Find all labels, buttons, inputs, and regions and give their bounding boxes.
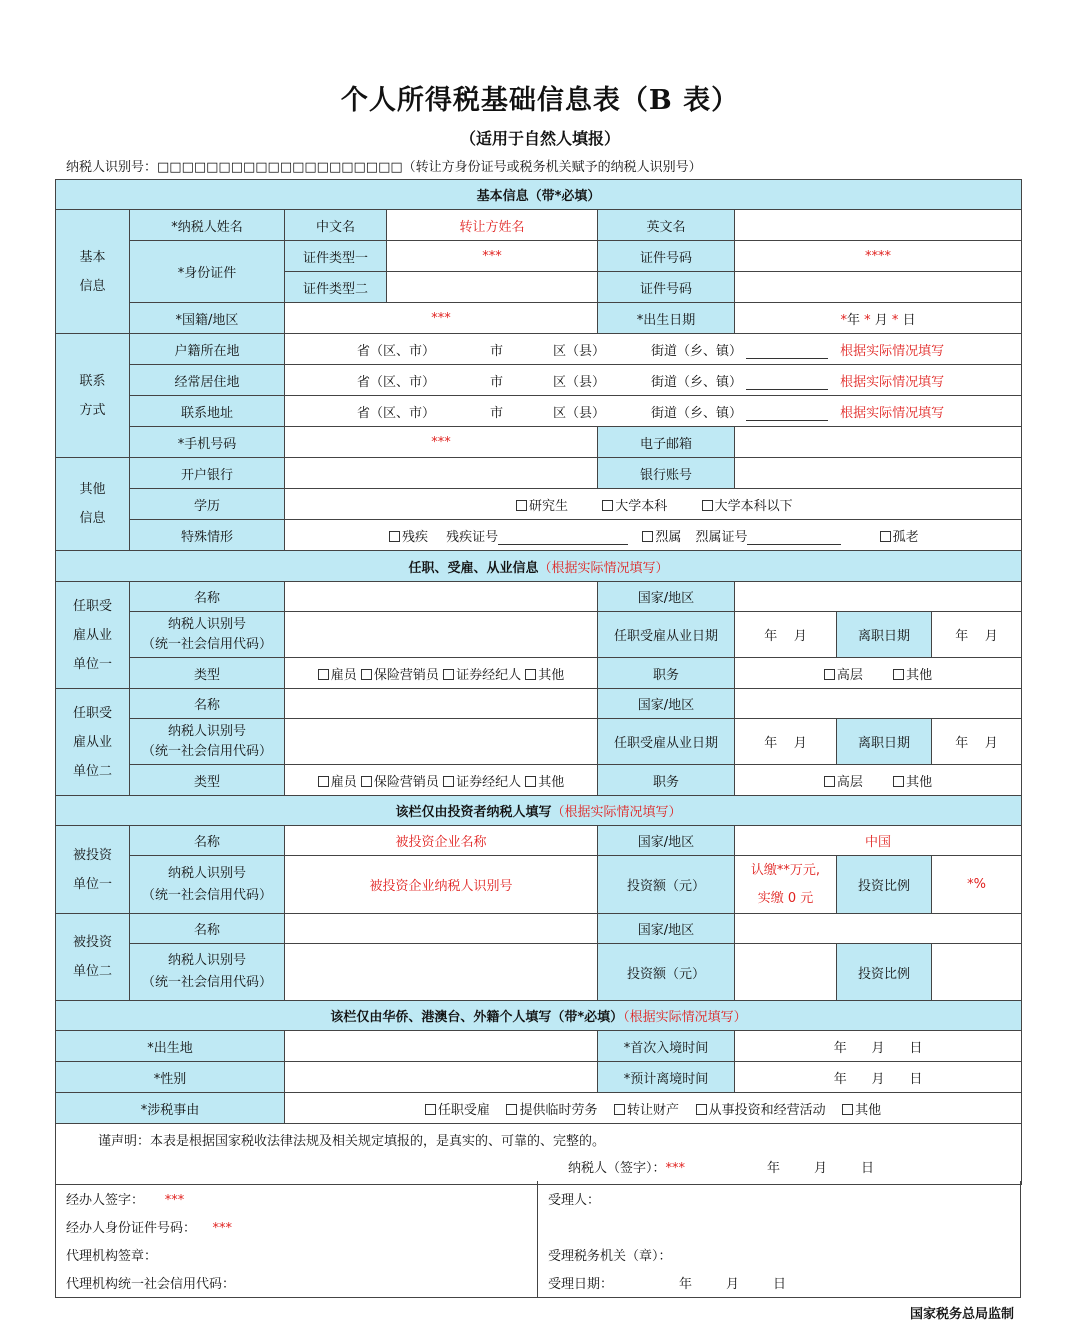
id-no2-label: 证件号码 (598, 272, 735, 303)
section-note: （根据实际情况填写） (538, 560, 669, 576)
tin-label (130, 856, 285, 914)
leave-date-field[interactable] (932, 612, 1022, 658)
checkbox-icon (525, 669, 536, 680)
id-type1-label: 证件类型一 (285, 241, 387, 272)
position-options (735, 658, 1022, 689)
tin-line2: （统一社会信用代码） (141, 887, 272, 903)
type-checkbox[interactable] (318, 775, 357, 790)
education-label: 学历 (130, 489, 285, 520)
type-checkbox[interactable] (525, 775, 564, 790)
acceptance-block (55, 1181, 1021, 1298)
addr-note: 根据实际情况填写 (840, 374, 945, 390)
addr-city: 市 (490, 374, 504, 390)
birth-star: * (864, 312, 871, 328)
employer-name-label: 名称 (130, 582, 285, 612)
form-subtitle: （适用于自然人填报） (459, 129, 620, 148)
tin-label (130, 612, 285, 658)
tin-line1: 纳税人识别号 (167, 616, 246, 632)
addr-note: 根据实际情况填写 (840, 405, 945, 421)
group-label: 任职受 雇从业 单位一 (72, 598, 112, 672)
agency-seal[interactable]: 代理机构签章： (66, 1249, 158, 1264)
first-entry-field[interactable] (735, 1031, 1022, 1062)
invest-ratio-value[interactable]: *% (932, 856, 1022, 914)
declaration-text: 谨声明：本表是根据国家税收法律法规及相关规定填报的，是真实的、可靠的、完整的。 (98, 1134, 606, 1149)
year-label: 年 (833, 1071, 847, 1087)
option-label: 雇员 (330, 667, 357, 683)
agent-id-number[interactable] (66, 1217, 232, 1236)
info-table (55, 179, 1022, 1185)
tin-field[interactable] (285, 612, 598, 658)
month-label: 月 (871, 1071, 885, 1087)
taxpayer-name-label: *纳税人姓名 (130, 210, 285, 241)
id-type1-value[interactable]: *** (387, 241, 598, 272)
invest-subscribed: 认缴**万元, (750, 862, 821, 878)
disabled-no-field[interactable] (498, 532, 628, 545)
option-label: 孤老 (892, 529, 919, 545)
checkbox-icon (318, 776, 329, 787)
month-label: 月 (984, 736, 998, 751)
id-type2-field[interactable] (387, 272, 598, 303)
type-options (285, 658, 598, 689)
emp-date-label: 任职受雇从业日期 (598, 719, 735, 765)
option-label: 转让财产 (627, 1102, 680, 1118)
addr-province: 省（区、市） (357, 405, 436, 421)
addr-city: 市 (490, 343, 504, 359)
email-field[interactable] (735, 427, 1022, 458)
tin-field[interactable] (285, 719, 598, 765)
investee-tin-value[interactable] (285, 944, 598, 1001)
checkbox-icon (389, 531, 400, 542)
checkbox-icon (824, 669, 835, 680)
reason-checkbox[interactable] (696, 1103, 826, 1118)
edu-checkbox[interactable] (516, 499, 568, 514)
reason-checkbox[interactable] (614, 1103, 679, 1118)
special-options (285, 520, 1022, 551)
checkbox-icon (602, 500, 613, 511)
footer-supervisor: 国家税务总局监制 (909, 1307, 1014, 1322)
checkbox-icon (642, 531, 653, 542)
account-label: 银行账号 (598, 458, 735, 489)
group-label: 联系 方式 (79, 373, 106, 418)
section-title: 任职、受雇、从业信息 (408, 560, 539, 576)
group-other-info (56, 458, 130, 551)
country-value[interactable] (735, 914, 1022, 944)
month-label: 月 (814, 1161, 828, 1176)
position-options (735, 765, 1022, 796)
reason-label: *涉税事由 (56, 1093, 285, 1124)
option-label: 任职受雇 (437, 1102, 490, 1118)
type-checkbox[interactable] (525, 668, 564, 683)
option-label: 烈属 (655, 529, 682, 545)
checkbox-icon (443, 669, 454, 680)
investee-name-label: 名称 (130, 914, 285, 944)
reason-checkbox[interactable] (425, 1103, 490, 1118)
option-label: 保险营销员 (373, 667, 439, 683)
type-checkbox[interactable] (361, 668, 439, 683)
elder-checkbox[interactable] (880, 530, 919, 545)
type-checkbox[interactable] (361, 775, 439, 790)
month-label: 月 (793, 736, 807, 751)
month-label: 月 (871, 1040, 885, 1056)
section-employment-header (56, 551, 1022, 582)
form-title: 个人所得税基础信息表（B 表） (340, 85, 740, 116)
employer-name-label: 名称 (130, 689, 285, 719)
bank-label: 开户银行 (130, 458, 285, 489)
disabled-no-label: 残疾证号 (446, 529, 499, 545)
phone-label: *手机号码 (130, 427, 285, 458)
group-employer-2 (56, 689, 130, 796)
country-field[interactable] (735, 582, 1022, 612)
checkbox-icon (506, 1104, 517, 1115)
type-label: 类型 (130, 765, 285, 796)
reason-options (285, 1093, 1022, 1124)
addr-street: 街道（乡、镇） (651, 374, 743, 390)
option-label: 高层 (836, 667, 863, 683)
employer-name-field[interactable] (285, 582, 598, 612)
invest-amount-label: 投资额（元） (598, 944, 735, 1001)
month-label: 月 (726, 1277, 740, 1292)
addr-district: 区（县） (553, 405, 606, 421)
option-label: 保险营销员 (373, 774, 439, 790)
year-label: 年 (679, 1277, 693, 1292)
group-investee-2 (56, 914, 130, 1001)
option-label: 其他 (538, 774, 565, 790)
group-basic-info (56, 210, 130, 334)
checkbox-icon (318, 669, 329, 680)
addr-district: 区（县） (553, 374, 606, 390)
year-label: 年 (767, 1161, 781, 1176)
month-label: 月 (793, 629, 807, 644)
position-checkbox[interactable] (893, 668, 932, 683)
invest-paid: 实缴 0 元 (757, 890, 814, 906)
declaration-block (56, 1124, 1022, 1185)
leave-date-field[interactable] (932, 719, 1022, 765)
checkbox-icon (516, 500, 527, 511)
checkbox-icon (702, 500, 713, 511)
option-label: 其他 (906, 667, 933, 683)
tin-line1: 纳税人识别号 (167, 723, 246, 739)
reason-checkbox[interactable] (842, 1103, 881, 1118)
id-no1-label: 证件号码 (598, 241, 735, 272)
position-checkbox[interactable] (824, 775, 863, 790)
leave-date-label: 离职日期 (837, 719, 932, 765)
tax-office-seal[interactable]: 受理税务机关（章）： (548, 1249, 672, 1264)
birth-star: * (840, 312, 847, 328)
addr-field-residence[interactable] (285, 365, 1022, 396)
disabled-checkbox[interactable] (389, 530, 428, 545)
section-note: （根据实际情况填写） (551, 805, 682, 820)
gender-field[interactable] (285, 1062, 598, 1093)
tin-line2: （统一社会信用代码） (141, 636, 272, 652)
section-basic-header: 基本信息（带*必填） (56, 180, 1022, 210)
option-label: 证券经纪人 (456, 774, 522, 790)
month-label: 月 (984, 629, 998, 644)
day-label: 日 (909, 1071, 923, 1087)
leave-date-label: 离职日期 (837, 612, 932, 658)
checkbox-icon (880, 531, 891, 542)
investee-tin-value[interactable]: 被投资企业纳税人识别号 (285, 856, 598, 914)
tin-label (130, 719, 285, 765)
field-label: 受理日期： (548, 1277, 614, 1292)
type-checkbox[interactable] (318, 668, 357, 683)
group-label: 其他 信息 (79, 482, 106, 526)
edu-checkbox[interactable] (702, 499, 793, 514)
field-value: *** (164, 1193, 185, 1208)
day-label: 日 (861, 1161, 875, 1176)
group-employer-1 (56, 582, 130, 689)
investee-name-label: 名称 (130, 826, 285, 856)
investee-name-value[interactable]: 被投资企业名称 (285, 826, 598, 856)
tin-line2: （统一社会信用代码） (141, 975, 272, 990)
addr-label: 经常居住地 (130, 365, 285, 396)
martyr-no-label: 烈属证号 (695, 529, 748, 545)
addr-district: 区（县） (553, 343, 606, 359)
first-entry-label: *首次入境时间 (598, 1031, 735, 1062)
martyr-checkbox[interactable] (642, 530, 681, 545)
en-name-label: 英文名 (598, 210, 735, 241)
type-checkbox[interactable] (443, 775, 521, 790)
option-label: 其他 (855, 1102, 882, 1118)
type-checkbox[interactable] (443, 668, 521, 683)
addr-label: 户籍所在地 (130, 334, 285, 365)
edu-option-label: 研究生 (529, 498, 569, 514)
emp-date-field[interactable] (735, 719, 837, 765)
acceptor[interactable]: 受理人： (548, 1193, 601, 1208)
addr-street: 街道（乡、镇） (651, 405, 743, 421)
year-label: 年 (764, 629, 778, 644)
year-label: 年 (764, 736, 778, 751)
option-label: 雇员 (330, 774, 357, 790)
position-label: 职务 (598, 765, 735, 796)
option-label: 高层 (836, 774, 863, 790)
country-label: 国家/地区 (598, 689, 735, 719)
section-investor-header (56, 796, 1022, 826)
tin-label (130, 944, 285, 1001)
id-doc-label: *身份证件 (130, 241, 285, 303)
group-label: 被投资 单位二 (72, 935, 112, 979)
birth-year: 年 (846, 312, 860, 328)
checkbox-icon (696, 1104, 707, 1115)
group-label: 任职受 雇从业 单位二 (72, 705, 112, 779)
form-sheet (55, 179, 1021, 1292)
option-label: 残疾 (402, 529, 429, 545)
sign-label: 纳税人（签字）： (568, 1161, 666, 1176)
id-no2-field[interactable] (735, 272, 1022, 303)
country-field[interactable] (735, 689, 1022, 719)
country-label: 国家/地区 (598, 582, 735, 612)
country-label: 国家/地区 (598, 826, 735, 856)
country-label: 国家/地区 (598, 914, 735, 944)
checkbox-icon (361, 669, 372, 680)
invest-ratio-label: 投资比例 (837, 944, 932, 1001)
divider (537, 1181, 538, 1297)
year-label: 年 (833, 1040, 847, 1056)
investee-name-value[interactable] (285, 914, 598, 944)
invest-ratio-value[interactable] (932, 944, 1022, 1001)
checkbox-icon (842, 1104, 853, 1115)
cn-name-label: 中文名 (285, 210, 387, 241)
invest-amount-label: 投资额（元） (598, 856, 735, 914)
taxpayer-signature[interactable] (568, 1157, 874, 1176)
option-label: 其他 (538, 667, 565, 683)
addr-city: 市 (490, 405, 504, 421)
taxpayer-id-line: 纳税人识别号：□□□□□□□□□□□□□□□□□□□□（转让方身份证号或税务机关赋予的纳税人识别号） (66, 160, 702, 175)
group-label: 被投资 单位一 (72, 847, 112, 892)
checkbox-icon (893, 776, 904, 787)
year-label: 年 (955, 736, 969, 751)
addr-underline (746, 346, 828, 359)
birthplace-label: *出生地 (56, 1031, 285, 1062)
option-label: 其他 (906, 774, 933, 790)
bank-field[interactable] (285, 458, 598, 489)
checkbox-icon (443, 776, 454, 787)
addr-street: 街道（乡、镇） (651, 343, 743, 359)
account-field[interactable] (735, 458, 1022, 489)
invest-amount-value[interactable] (735, 856, 837, 914)
option-label: 提供临时劳务 (519, 1102, 598, 1118)
section-note: （根据实际情况填写） (623, 1010, 747, 1025)
nationality-label: *国籍/地区 (130, 303, 285, 334)
addr-underline (746, 408, 828, 421)
edu-option-label: 大学本科 (615, 498, 668, 514)
birthplace-field[interactable] (285, 1031, 598, 1062)
tin-line2: （统一社会信用代码） (141, 743, 272, 759)
en-name-field[interactable] (735, 210, 1022, 241)
tin-line1: 纳税人识别号 (167, 953, 246, 968)
position-checkbox[interactable] (893, 775, 932, 790)
birth-month: 月 (874, 312, 888, 328)
reason-checkbox[interactable] (506, 1103, 597, 1118)
option-label: 证券经纪人 (456, 667, 522, 683)
checkbox-icon (525, 776, 536, 787)
cn-name-value[interactable]: 转让方姓名 (387, 210, 598, 241)
depart-label: *预计离境时间 (598, 1062, 735, 1093)
edu-checkbox[interactable] (602, 499, 667, 514)
field-value: *** (212, 1221, 233, 1236)
checkbox-icon (893, 669, 904, 680)
birth-date-value[interactable] (735, 303, 1022, 334)
agent-signature[interactable] (66, 1189, 184, 1208)
special-label: 特殊情形 (130, 520, 285, 551)
education-options (285, 489, 1022, 520)
tin-line1: 纳税人识别号 (167, 865, 246, 881)
checkbox-icon (824, 776, 835, 787)
email-label: 电子邮箱 (598, 427, 735, 458)
year-label: 年 (955, 629, 969, 644)
emp-date-label: 任职受雇从业日期 (598, 612, 735, 658)
addr-province: 省（区、市） (357, 343, 436, 359)
type-options (285, 765, 598, 796)
addr-province: 省（区、市） (357, 374, 436, 390)
group-investee-1 (56, 826, 130, 914)
accept-date[interactable] (548, 1273, 786, 1292)
addr-note: 根据实际情况填写 (840, 343, 945, 359)
depart-field[interactable] (735, 1062, 1022, 1093)
id-type2-label: 证件类型二 (285, 272, 387, 303)
phone-value[interactable]: *** (285, 427, 598, 458)
section-title: 该栏仅由投资者纳税人填写 (395, 805, 552, 820)
section-title: 该栏仅由华侨、港澳台、外籍个人填写（带*必填） (330, 1010, 624, 1025)
checkbox-icon (361, 776, 372, 787)
addr-label: 联系地址 (130, 396, 285, 427)
field-label: 经办人身份证件号码： (66, 1221, 197, 1236)
birth-day: 日 (902, 312, 916, 328)
nationality-value[interactable]: *** (285, 303, 598, 334)
invest-amount-value[interactable] (735, 944, 837, 1001)
employer-name-field[interactable] (285, 689, 598, 719)
section-overseas-header (56, 1001, 1022, 1031)
id-no1-value[interactable]: **** (735, 241, 1022, 272)
country-value[interactable]: 中国 (735, 826, 1022, 856)
day-label: 日 (773, 1277, 787, 1292)
addr-field-contact[interactable] (285, 396, 1022, 427)
position-checkbox[interactable] (824, 668, 863, 683)
addr-field-registered[interactable] (285, 334, 1022, 365)
edu-option-label: 大学本科以下 (714, 498, 793, 514)
martyr-no-field[interactable] (747, 532, 841, 545)
checkbox-icon (425, 1104, 436, 1115)
position-label: 职务 (598, 658, 735, 689)
group-label: 基本 信息 (79, 249, 106, 294)
field-label: 经办人签字： (66, 1193, 145, 1208)
type-label: 类型 (130, 658, 285, 689)
group-contact (56, 334, 130, 458)
birth-star: * (891, 312, 899, 328)
sign-value: *** (665, 1161, 686, 1176)
checkbox-icon (614, 1104, 625, 1115)
emp-date-field[interactable] (735, 612, 837, 658)
invest-ratio-label: 投资比例 (837, 856, 932, 914)
addr-underline (746, 377, 828, 390)
gender-label: *性别 (56, 1062, 285, 1093)
option-label: 从事投资和经营活动 (708, 1102, 826, 1118)
agency-credit-code[interactable]: 代理机构统一社会信用代码： (66, 1277, 236, 1292)
birth-date-label: *出生日期 (598, 303, 735, 334)
day-label: 日 (909, 1040, 923, 1056)
